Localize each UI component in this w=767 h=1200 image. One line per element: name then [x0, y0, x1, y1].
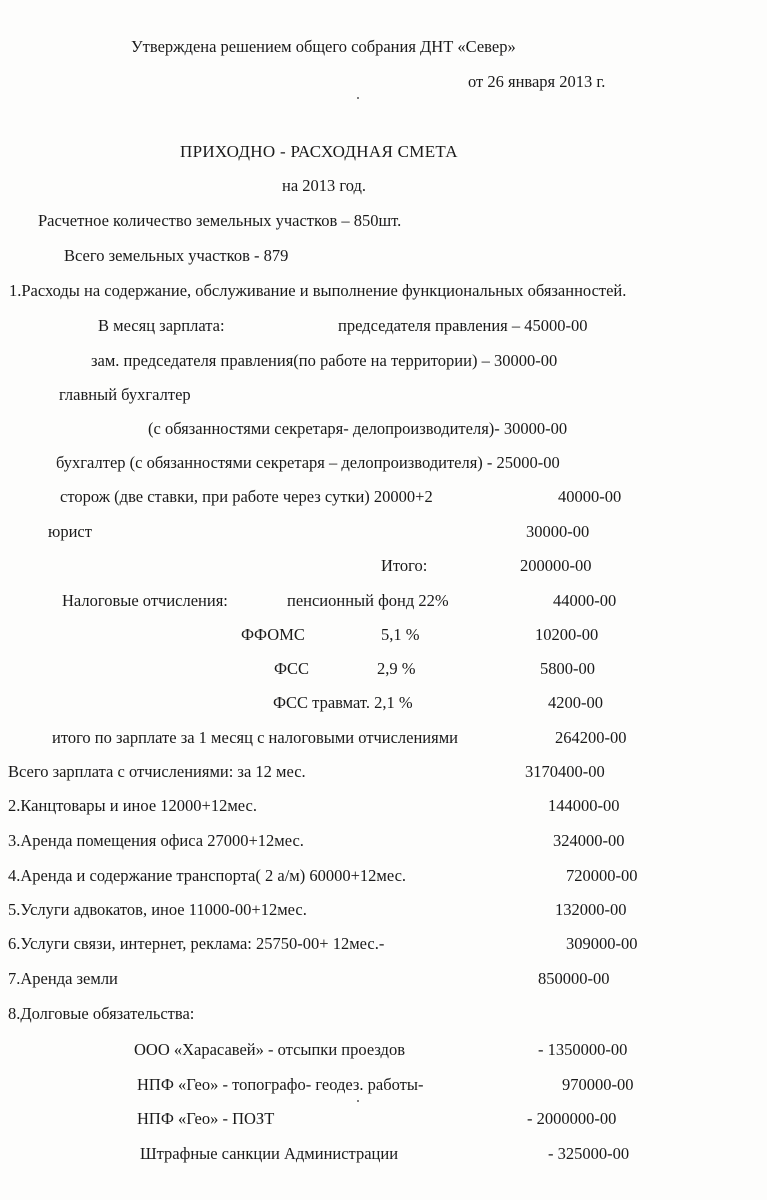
- document-year: на 2013 год.: [282, 176, 367, 195]
- expense-item-label: 4.Аренда и содержание транспорта( 2 а/м) 60000+12мес.: [8, 866, 407, 885]
- subtotal-label: Итого:: [381, 556, 428, 575]
- salary-label: В месяц зарплата:: [98, 316, 225, 335]
- approval-line: Утверждена решением общего собрания ДНТ «Север»: [131, 37, 516, 56]
- fss-label: ФСС: [274, 659, 310, 678]
- expense-item-amount: 144000-00: [548, 796, 620, 815]
- yearly-total-amount: 3170400-00: [525, 762, 605, 781]
- lawyer-label: юрист: [48, 522, 92, 541]
- approval-date: от 26 января 2013 г.: [468, 72, 606, 91]
- expense-item-label: 2.Канцтовары и иное 12000+12мес.: [8, 796, 257, 815]
- debt-row-label: Штрафные санкции Администрации: [140, 1144, 399, 1163]
- pension-fund-amount: 44000-00: [553, 591, 617, 610]
- chairman-salary: председателя правления – 45000-00: [338, 316, 588, 335]
- document-title: ПРИХОДНО - РАСХОДНАЯ СМЕТА: [180, 142, 458, 161]
- debts-heading: 8.Долговые обязательства:: [8, 1004, 195, 1023]
- guard-label: сторож (две ставки, при работе через сутки) 20000+2: [60, 487, 433, 506]
- scan-speck: [357, 97, 359, 99]
- debt-row-amount: - 1350000-00: [538, 1040, 628, 1059]
- total-plots: Всего земельных участков - 879: [64, 246, 289, 265]
- expense-item-label: 6.Услуги связи, интернет, реклама: 25750-00+ 12мес.-: [8, 934, 385, 953]
- lawyer-amount: 30000-00: [526, 522, 590, 541]
- guard-amount: 40000-00: [558, 487, 622, 506]
- ffoms-amount: 10200-00: [535, 625, 599, 644]
- debt-row-amount: 970000-00: [562, 1075, 634, 1094]
- debt-row-label: НПФ «Гео» - ПОЗТ: [137, 1109, 275, 1128]
- debt-row-amount: - 2000000-00: [527, 1109, 617, 1128]
- estimated-plots: Расчетное количество земельных участков – 850шт.: [38, 211, 402, 230]
- scan-speck: [357, 1100, 359, 1102]
- ffoms-label: ФФОМС: [241, 625, 305, 644]
- expense-item-label: 5.Услуги адвокатов, иное 11000-00+12мес.: [8, 900, 307, 919]
- expense-item-label: 7.Аренда земли: [8, 969, 118, 988]
- pension-fund-label: пенсионный фонд 22%: [287, 591, 449, 610]
- fss-trauma-label: ФСС травмат. 2,1 %: [273, 693, 413, 712]
- ffoms-rate: 5,1 %: [381, 625, 420, 644]
- expense-item-amount: 720000-00: [566, 866, 638, 885]
- fss-amount: 5800-00: [540, 659, 595, 678]
- expense-item-amount: 132000-00: [555, 900, 627, 919]
- debt-row-label: НПФ «Гео» - топографо- геодез. работы-: [137, 1075, 424, 1094]
- fss-rate: 2,9 %: [377, 659, 416, 678]
- debt-row-amount: - 325000-00: [548, 1144, 630, 1163]
- yearly-total-label: Всего зарплата с отчислениями: за 12 мес.: [8, 762, 306, 781]
- subtotal-amount: 200000-00: [520, 556, 592, 575]
- monthly-total-label: итого по зарплате за 1 месяц с налоговыми отчислениями: [52, 728, 458, 747]
- expense-item-amount: 850000-00: [538, 969, 610, 988]
- chief-accountant-label: главный бухгалтер: [59, 385, 191, 404]
- taxes-label: Налоговые отчисления:: [62, 591, 228, 610]
- deputy-salary: зам. председателя правления(по работе на территории) – 30000-00: [91, 351, 558, 370]
- accountant-salary: бухгалтер (с обязанностями секретаря – делопроизводителя) - 25000-00: [56, 453, 560, 472]
- expense-item-amount: 309000-00: [566, 934, 638, 953]
- fss-trauma-amount: 4200-00: [548, 693, 603, 712]
- expense-item-amount: 324000-00: [553, 831, 625, 850]
- debt-row-label: ООО «Харасавей» - отсыпки проездов: [134, 1040, 405, 1059]
- section-1-heading: 1.Расходы на содержание, обслуживание и выполнение функциональных обязанностей.: [9, 281, 627, 300]
- expense-item-label: 3.Аренда помещения офиса 27000+12мес.: [8, 831, 304, 850]
- monthly-total-amount: 264200-00: [555, 728, 627, 747]
- chief-accountant-salary: (с обязанностями секретаря- делопроизводителя)- 30000-00: [148, 419, 568, 438]
